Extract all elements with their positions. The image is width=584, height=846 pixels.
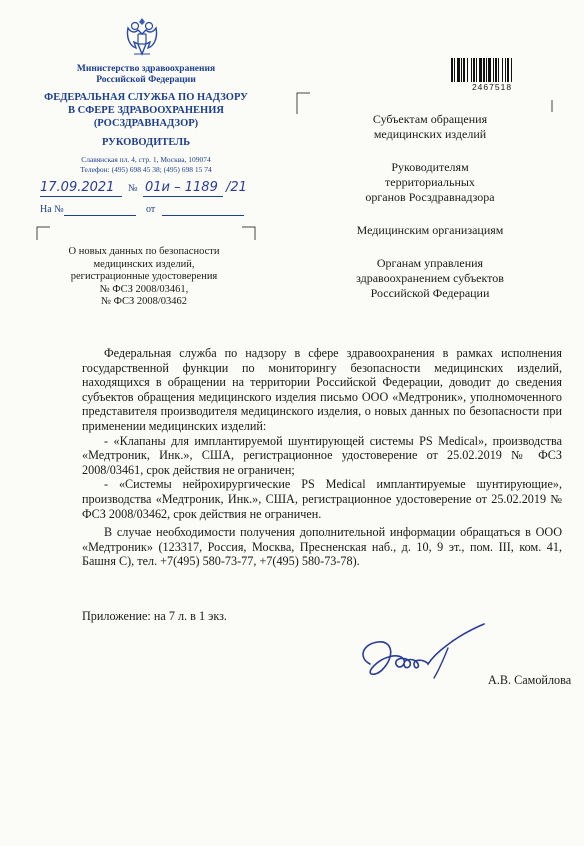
ministry-line: Российской Федерации (96, 75, 196, 85)
body-paragraph: В случае необходимости получения дополнительной информации обращаться в ООО «Медтроник» (123317, Россия, Москва, Пресненская наб., д. 10, 9 эт., пом. III, ком. 41, Башня С), тел. +7(495) 580-73-77, +7(495) 580-73-78). (82, 525, 562, 569)
barcode-icon (450, 58, 534, 82)
letter-body (82, 346, 562, 569)
subject-line: № ФСЗ 2008/03461, (99, 283, 189, 295)
subject-line: регистрационные удостоверения (70, 271, 218, 282)
agency-line: (РОСЗДРАВНАДЗОР) (93, 118, 199, 129)
subject-block (33, 246, 255, 309)
barcode-number: 2467518 (471, 82, 513, 92)
subject-line: О новых данных по безопасности (68, 246, 220, 257)
recipient-line: Органам управления (376, 256, 484, 270)
agency-name (40, 91, 252, 130)
head-title: РУКОВОДИТЕЛЬ (101, 137, 191, 148)
ministry-line: Министерство здравоохранения (76, 64, 216, 74)
coat-of-arms-icon (124, 14, 160, 60)
date-underline (40, 196, 122, 197)
recipient-group (315, 223, 545, 238)
agency-line: В СФЕРЕ ЗДРАВООХРАНЕНИЯ (68, 105, 224, 116)
outgoing-number-handwritten: 01и – 1189 (145, 180, 218, 195)
recipient-line: Медицинским организациям (356, 223, 504, 237)
address-line: Славянская пл. 4, стр. 1, Москва, 109074 (81, 155, 211, 164)
ministry-name (40, 64, 252, 86)
reference-number-blank (64, 215, 136, 216)
recipient-line: здравоохранением субъектов (356, 271, 504, 285)
reference-from-label: от (146, 204, 156, 215)
number-sign: № (128, 183, 138, 194)
subject-corner-marks (36, 226, 256, 242)
address-block (40, 155, 252, 175)
recipient-line: территориальных (385, 175, 475, 189)
date-handwritten: 17.09.2021 (40, 180, 115, 195)
reference-label: На № (40, 204, 64, 215)
recipients-block (315, 112, 545, 315)
recipient-group (315, 112, 545, 142)
number-underline (143, 196, 223, 197)
subject-line: медицинских изделий, (93, 258, 195, 270)
subject-line: № ФСЗ 2008/03462 (101, 296, 187, 307)
body-paragraph: - «Клапаны для имплантируемой шунтирующей системы PS Medical», производства «Медтроник, Инк.», США, регистрационное удостоверение от 25.02.2019 № ФСЗ 2008/03461, срок действия не ограничен; (82, 433, 562, 477)
recipient-group (315, 256, 545, 301)
recipient-line: Субъектам обращения (372, 112, 488, 126)
body-paragraph: Федеральная служба по надзору в сфере здравоохранения в рамках исполнения государственной функции по мониторингу безопасности медицинских изделий, находящихся в обращении на территории Российской Федерации, доводит до сведения субъектов обращения медицинского изделия письмо ООО «Медтроник», уполномоченного представителя производителя медицинского изделия, о новых данных по безопасности при применении медицинских изделий: (82, 346, 562, 433)
agency-line: ФЕДЕРАЛЬНАЯ СЛУЖБА ПО НАДЗОРУ (44, 92, 248, 103)
recipient-line: Российской Федерации (370, 286, 490, 300)
year-handwritten: /21 (226, 180, 247, 195)
recipient-line: медицинских изделий (373, 127, 487, 141)
recipient-group (315, 160, 545, 205)
recipient-line: органов Росздравнадзора (365, 190, 495, 204)
signer-name: А.В. Самойлова (488, 673, 572, 687)
reference-date-blank (162, 215, 244, 216)
attachment-note: Приложение: на 7 л. в 1 экз. (82, 609, 227, 623)
recipient-line: Руководителям (391, 160, 469, 174)
body-paragraph: - «Системы нейрохирургические PS Medical имплантируемые шунтирующие», производства «Медтроник, Инк.», США, регистрационное удостоверение от 25.02.2019 № ФСЗ 2008/03462, срок действия не ограничен. (82, 477, 562, 521)
phone-line: Телефон: (495) 698 45 38; (495) 698 15 74 (80, 165, 212, 174)
